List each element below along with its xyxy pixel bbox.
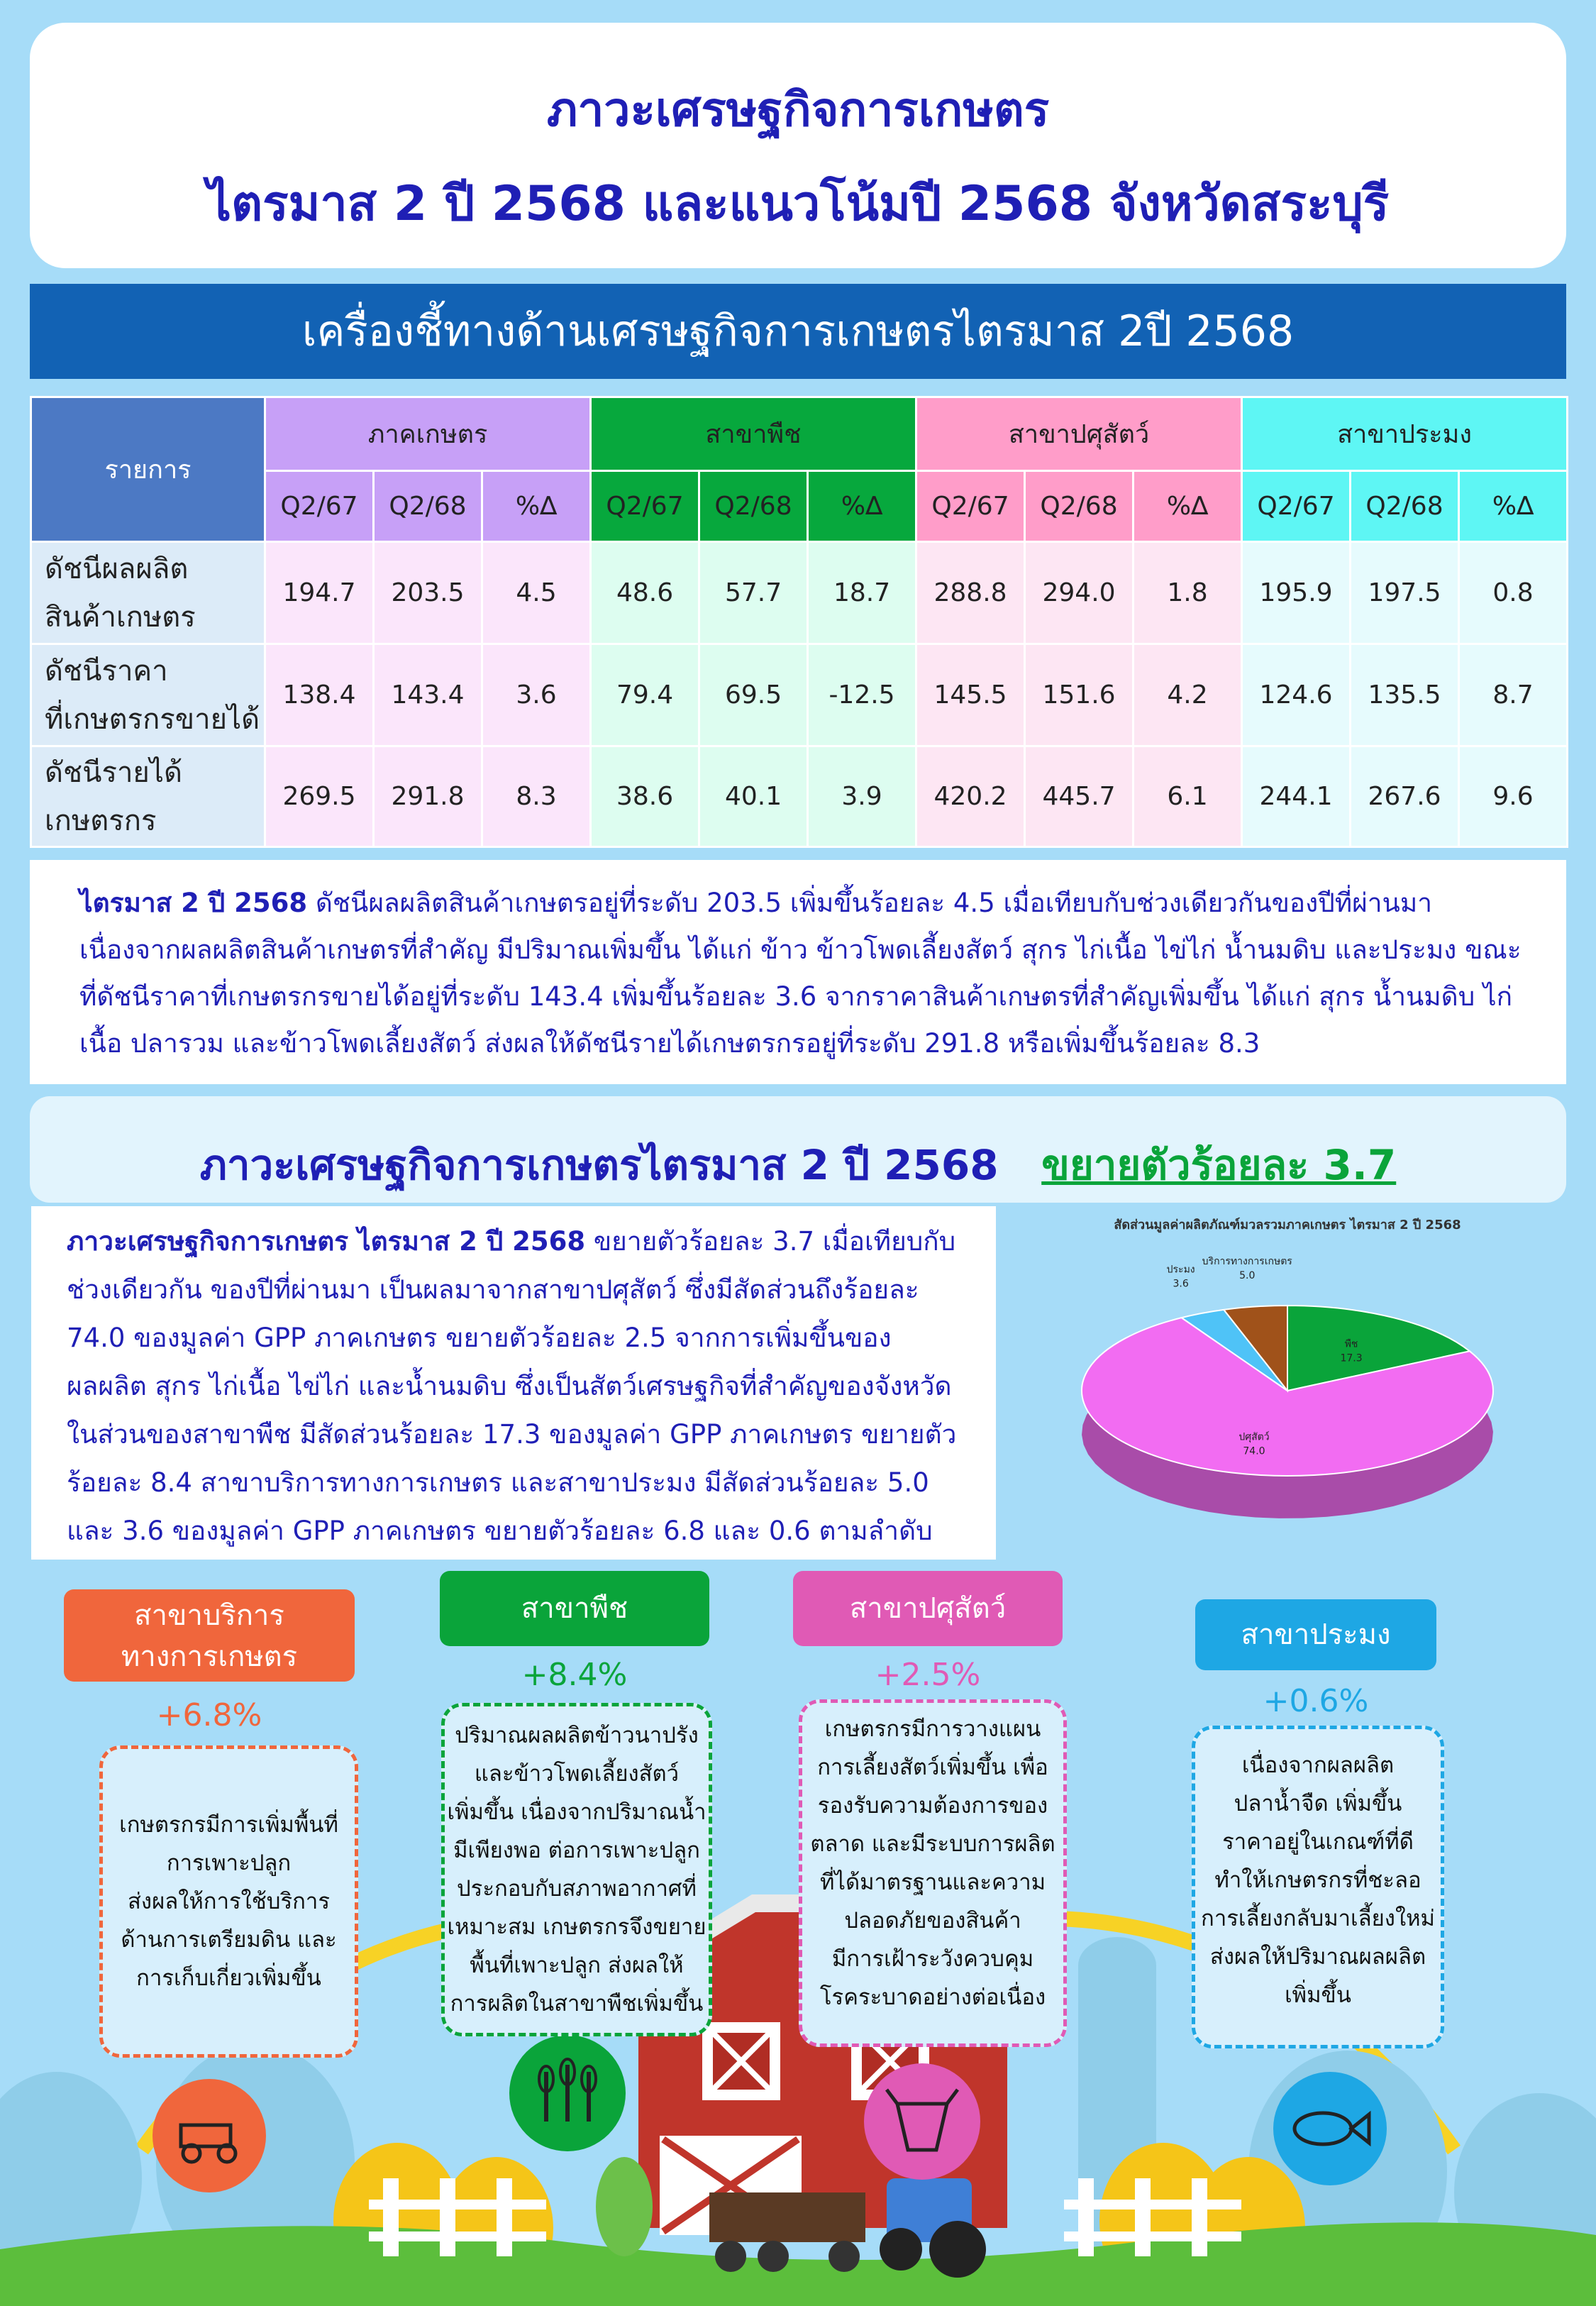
table-cell: 291.8	[374, 746, 482, 847]
summary-paragraph	[30, 860, 1566, 1084]
pie-label-value-0: 17.3	[1340, 1352, 1363, 1364]
table-cell: 145.5	[916, 644, 1025, 746]
cow-icon	[864, 2063, 980, 2180]
sector-label-plant: สาขาพืช	[440, 1571, 709, 1646]
sector-label-fishery: สาขาประมง	[1195, 1599, 1436, 1670]
group-header-fishery: สาขาประมง	[1242, 397, 1568, 471]
table-cell: 267.6	[1351, 746, 1459, 847]
subheader: Q2/68	[699, 471, 808, 542]
table-cell: 124.6	[1242, 644, 1351, 746]
indicators-table	[30, 396, 1568, 848]
group-header-agriculture: ภาคเกษตร	[265, 397, 591, 471]
table-cell: 4.5	[482, 542, 591, 644]
page-subtitle: ไตรมาส 2 ปี 2568 และแนวโน้มปี 2568 จังหวัดสระบุรี	[206, 176, 1390, 232]
table-cell: 151.6	[1025, 644, 1134, 746]
row-label: ดัชนีผลผลิต สินค้าเกษตร	[31, 542, 265, 644]
table-cell: 38.6	[591, 746, 699, 847]
table-cell: 197.5	[1351, 542, 1459, 644]
table-row	[31, 644, 1568, 746]
item-header: รายการ	[31, 397, 265, 542]
group-header-plant: สาขาพืช	[591, 397, 916, 471]
pie-svg	[1036, 1206, 1546, 1561]
tree	[596, 2157, 653, 2256]
group-header-livestock: สาขาปศุสัตว์	[916, 397, 1242, 471]
gpp-band-highlight: ขยายตัวร้อยละ 3.7	[1041, 1141, 1397, 1189]
subheader: Q2/68	[1351, 471, 1459, 542]
table-cell: 48.6	[591, 542, 699, 644]
table-cell: 69.5	[699, 644, 808, 746]
table-cell: 3.9	[808, 746, 916, 847]
table-cell: 3.6	[482, 644, 591, 746]
sector-pct-fishery: +0.6%	[1263, 1683, 1369, 1719]
sector-label-service: สาขาบริการ ทางการเกษตร	[64, 1589, 355, 1682]
gpp-lead: ภาวะเศรษฐกิจการเกษตร ไตรมาส 2 ปี 2568	[67, 1226, 586, 1257]
sector-pct-plant: +8.4%	[521, 1657, 628, 1693]
table-cell: 244.1	[1242, 746, 1351, 847]
fish-icon	[1273, 2072, 1387, 2185]
sector-pct-livestock: +2.5%	[875, 1657, 981, 1693]
sector-pct-service: +6.8%	[156, 1697, 262, 1733]
chart-title: สัดส่วนมูลค่าผลิตภัณฑ์มวลรวมภาคเกษตร ไตรมาส 2 ปี 2568	[1114, 1218, 1461, 1232]
sector-box-service: เกษตรกรมีการเพิ่มพื้นที่ การเพาะปลูก ส่งผลให้การใช้บริการ ด้านการเตรียมดิน และ การเก็บเกี่ยวเพิ่มขึ้น	[99, 1745, 358, 2058]
sector-label-livestock: สาขาปศุสัตว์	[793, 1571, 1063, 1646]
subheader: Q2/67	[265, 471, 374, 542]
subheader: Q2/67	[1242, 471, 1351, 542]
table-cell: 18.7	[808, 542, 916, 644]
gpp-pie-chart	[1036, 1206, 1546, 1561]
table-cell: 79.4	[591, 644, 699, 746]
pie-label-value-1: 74.0	[1243, 1445, 1265, 1457]
pie-label-name-1: ปศุสัตว์	[1238, 1431, 1270, 1443]
table-cell: 135.5	[1351, 644, 1459, 746]
subheader: %∆	[1134, 471, 1242, 542]
subheader: %∆	[482, 471, 591, 542]
sector-box-plant: ปริมาณผลผลิตข้าวนาปรัง และข้าวโพดเลี้ยงสัตว์ เพิ่มขึ้น เนื่องจากปริมาณน้ำ มีเพียงพอ ต่อการเพาะปลูก ประกอบกับสภาพอากาศที่ เหมาะสม เกษตรกรจึงขยาย พื้นที่เพาะปลูก ส่งผลให้ การผลิตในสาขาพืชเพิ่มขึ้น	[441, 1703, 712, 2036]
subheader: %∆	[808, 471, 916, 542]
pie-label-name-3: บริการทางการเกษตร	[1202, 1255, 1292, 1267]
table-row	[31, 542, 1568, 644]
table-cell: 57.7	[699, 542, 808, 644]
table-cell: -12.5	[808, 644, 916, 746]
pie-label-value-2: 3.6	[1173, 1278, 1189, 1290]
pie-label-value-3: 5.0	[1239, 1269, 1256, 1281]
table-cell: 288.8	[916, 542, 1025, 644]
tractor-icon	[153, 2079, 266, 2192]
subheader: Q2/67	[591, 471, 699, 542]
row-label: ดัชนีราคา ที่เกษตรกรขายได้	[31, 644, 265, 746]
subheader: Q2/67	[916, 471, 1025, 542]
table-cell: 143.4	[374, 644, 482, 746]
rice-icon	[509, 2035, 626, 2151]
table-cell: 6.1	[1134, 746, 1242, 847]
table-cell: 294.0	[1025, 542, 1134, 644]
sector-box-fishery: เนื่องจากผลผลิต ปลาน้ำจืด เพิ่มขึ้น ราคาอยู่ในเกณฑ์ที่ดี ทำให้เกษตรกรที่ชะลอ การเลี้ยงกลับมาเลี้ยงใหม่ ส่งผลให้ปริมาณผลผลิต เพิ่มขึ้น	[1192, 1726, 1444, 2048]
page-title: ภาวะเศรษฐกิจการเกษตร	[546, 82, 1050, 137]
gpp-band-text: ภาวะเศรษฐกิจการเกษตรไตรมาส 2 ปี 2568	[199, 1141, 999, 1189]
table-cell: 0.8	[1459, 542, 1568, 644]
table-cell: 195.9	[1242, 542, 1351, 644]
gpp-paragraph	[31, 1206, 996, 1560]
table-cell: 8.7	[1459, 644, 1568, 746]
summary-text: ดัชนีผลผลิตสินค้าเกษตรอยู่ที่ระดับ 203.5 เพิ่มขึ้นร้อยละ 4.5 เมื่อเทียบกับช่วงเดียวกันของปีที่ผ่านมา เนื่องจากผลผลิตสินค้าเกษตรที่สำคัญ มีปริมาณเพิ่มขึ้น ได้แก่ ข้าว ข้าวโพดเลี้ยงสัตว์ สุกร ไก่เนื้อ ไข่ไก่ น้ำนมดิบ และประมง ขณะที่ดัชนีราคาที่เกษตรกรขายได้อยู่ที่ระดับ 143.4 เพิ่มขึ้นร้อยละ 3.6 จากราคาสินค้าเกษตรที่สำคัญเพิ่มขึ้น ได้แก่ สุกร น้ำนมดิบ ไก่เนื้อ ปลารวม และข้าวโพดเลี้ยงสัตว์ ส่งผลให้ดัชนีรายได้เกษตรกรอยู่ที่ระดับ 291.8 หรือเพิ่มขึ้นร้อยละ 8.3	[79, 888, 1522, 1059]
gpp-text: ขยายตัวร้อยละ 3.7 เมื่อเทียบกับช่วงเดียวกัน ของปีที่ผ่านมา เป็นผลมาจากสาขาปศุสัตว์ ซึ่งมีสัดส่วนถึงร้อยละ 74.0 ของมูลค่า GPP ภาคเกษตร ขยายตัวร้อยละ 2.5 จากการเพิ่มขึ้นของผลผลิต สุกร ไก่เนื้อ ไข่ไก่ และน้ำนมดิบ ซึ่งเป็นสัตว์เศรษฐกิจที่สำคัญของจังหวัด ในส่วนของสาขาพืช มีสัดส่วนร้อยละ 17.3 ของมูลค่า GPP ภาคเกษตร ขยายตัวร้อยละ 8.4 สาขาบริการทางการเกษตร และสาขาประมง มีสัดส่วนร้อยละ 5.0 และ 3.6 ของมูลค่า GPP ภาคเกษตร ขยายตัวร้อยละ 6.8 และ 0.6 ตามลำดับ	[67, 1226, 957, 1546]
row-label: ดัชนีรายได้ เกษตรกร	[31, 746, 265, 847]
table-row	[31, 746, 1568, 847]
table-cell: 1.8	[1134, 542, 1242, 644]
subheader: Q2/68	[1025, 471, 1134, 542]
pie-label-name-2: ประมง	[1166, 1264, 1195, 1276]
table-cell: 40.1	[699, 746, 808, 847]
subheader: %∆	[1459, 471, 1568, 542]
pie-label-name-0: พืช	[1344, 1338, 1358, 1350]
table-cell: 9.6	[1459, 746, 1568, 847]
sector-box-livestock: เกษตรกรมีการวางแผน การเลี้ยงสัตว์เพิ่มขึ้น เพื่อ รองรับความต้องการของ ตลาด และมีระบบการผลิต ที่ได้มาตรฐานและความ ปลอดภัยของสินค้า มีการเฝ้าระวังควบคุม โรคระบาดอย่างต่อเนื่อง	[799, 1699, 1067, 2047]
summary-lead: ไตรมาส 2 ปี 2568	[79, 888, 308, 918]
indicators-band: เครื่องชี้ทางด้านเศรษฐกิจการเกษตรไตรมาส 2ปี 2568	[30, 284, 1566, 379]
title-card	[30, 23, 1566, 268]
table-cell: 4.2	[1134, 644, 1242, 746]
table-cell: 203.5	[374, 542, 482, 644]
table-cell: 269.5	[265, 746, 374, 847]
table-cell: 138.4	[265, 644, 374, 746]
pie-3d-group	[1082, 1306, 1493, 1518]
subheader: Q2/68	[374, 471, 482, 542]
table-cell: 420.2	[916, 746, 1025, 847]
gpp-band	[30, 1096, 1566, 1203]
table-cell: 194.7	[265, 542, 374, 644]
table-cell: 445.7	[1025, 746, 1134, 847]
table-cell: 8.3	[482, 746, 591, 847]
